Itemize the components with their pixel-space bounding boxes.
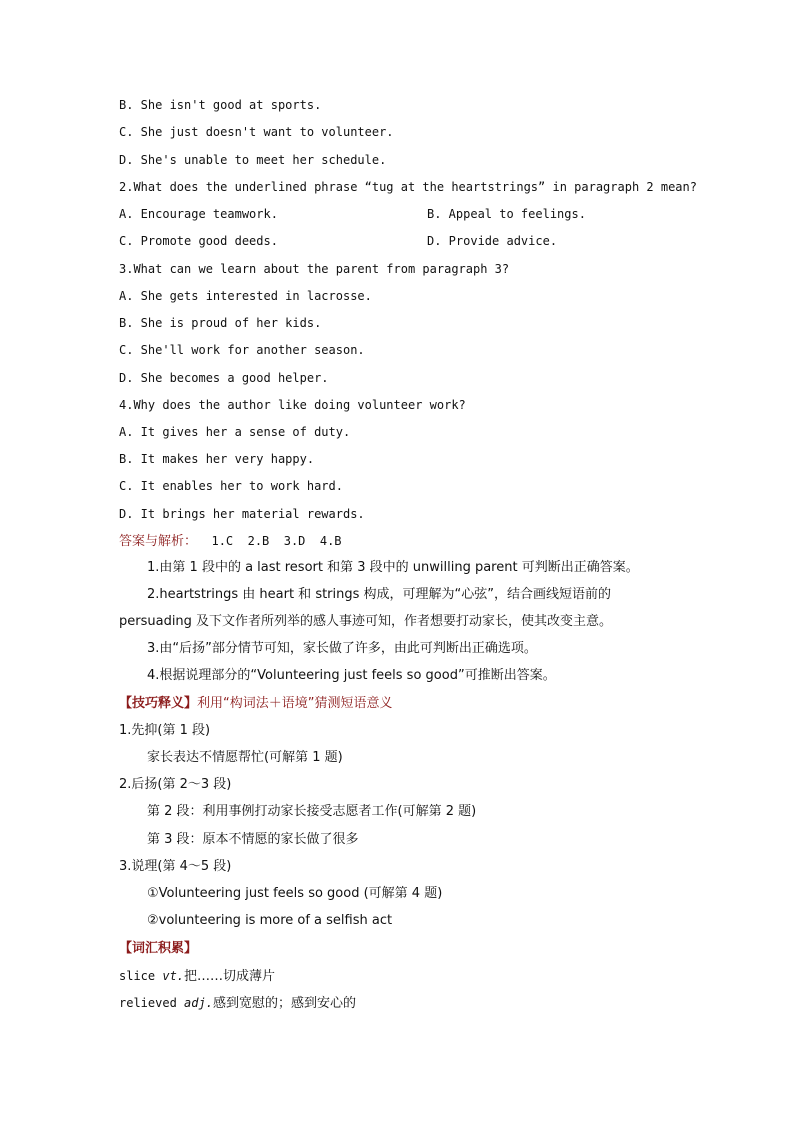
q2-stem: 2.What does the underlined phrase “tug at the heartstrings” in paragraph 2 mean? — [119, 180, 697, 194]
q2-option-c: C. Promote good deeds. — [119, 234, 278, 248]
q2-option-b: B. Appeal to feelings. — [427, 207, 586, 221]
q3-option-c: C. She'll work for another season. — [119, 343, 365, 357]
vocab-pos: adj. — [184, 996, 213, 1010]
skill-item: 1.先抑(第 1 段) — [119, 723, 211, 738]
skill-item: 家长表达不情愿帮忙(可解第 1 题) — [147, 750, 343, 765]
q1-option-b: B. She isn't good at sports. — [119, 98, 322, 112]
q1-option-d: D. She's unable to meet her schedule. — [119, 153, 387, 167]
explanation-2-cont: persuading 及下文作者所列举的感人事迹可知，作者想要打动家长，使其改变主意。 — [119, 614, 613, 629]
explanation-3: 3.由“后扬”部分情节可知，家长做了许多，由此可判断出正确选项。 — [147, 641, 537, 656]
skills-tag: 【技巧释义】 — [119, 696, 198, 711]
vocab-item — [119, 968, 275, 985]
q4-option-b: B. It makes her very happy. — [119, 452, 315, 466]
q3-stem: 3.What can we learn about the parent from paragraph 3? — [119, 262, 510, 276]
vocab-item — [119, 995, 356, 1012]
vocab-word: slice — [119, 969, 156, 983]
q2-option-d: D. Provide advice. — [427, 234, 558, 248]
q3-option-d: D. She becomes a good helper. — [119, 371, 329, 385]
vocab-tag: 【词汇积累】 — [119, 941, 198, 956]
q2-option-a: A. Encourage teamwork. — [119, 207, 278, 221]
explanation-1: 1.由第 1 段中的 a last resort 和第 3 段中的 unwilling parent 可判断出正确答案。 — [147, 560, 639, 575]
q4-option-d: D. It brings her material rewards. — [119, 507, 365, 521]
vocab-meaning: 把……切成薄片 — [184, 969, 276, 984]
q4-option-c: C. It enables her to work hard. — [119, 479, 343, 493]
q1-option-c: C. She just doesn't want to volunteer. — [119, 125, 394, 139]
vocab-meaning: 感到宽慰的；感到安心的 — [212, 996, 356, 1011]
skills-heading — [119, 696, 393, 712]
explanation-2: 2.heartstrings 由 heart 和 strings 构成，可理解为“心弦”，结合画线短语前的 — [147, 587, 612, 602]
q3-option-a: A. She gets interested in lacrosse. — [119, 289, 372, 303]
q4-stem: 4.Why does the author like doing volunteer work? — [119, 398, 466, 412]
skill-item: ①Volunteering just feels so good (可解第 4 题) — [147, 886, 443, 901]
answer-line — [119, 533, 342, 550]
answer-keys: 1.C 2.B 3.D 4.B — [211, 534, 342, 548]
answer-label: 答案与解析： — [119, 534, 198, 549]
skill-item: ②volunteering is more of a selfish act — [147, 913, 393, 928]
skill-item: 2.后扬(第 2～3 段) — [119, 777, 232, 792]
skills-title: 利用“构词法＋语境”猜测短语意义 — [197, 696, 393, 711]
explanation-4: 4.根据说理部分的“Volunteering just feels so good”可推断出答案。 — [147, 668, 556, 683]
vocab-word: relieved — [119, 996, 177, 1010]
skill-item: 第 3 段：原本不情愿的家长做了很多 — [147, 832, 359, 847]
skill-item: 3.说理(第 4～5 段) — [119, 859, 232, 874]
q3-option-b: B. She is proud of her kids. — [119, 316, 322, 330]
vocab-pos: vt. — [162, 969, 185, 983]
q4-option-a: A. It gives her a sense of duty. — [119, 425, 351, 439]
skill-item: 第 2 段：利用事例打动家长接受志愿者工作(可解第 2 题) — [147, 804, 477, 819]
